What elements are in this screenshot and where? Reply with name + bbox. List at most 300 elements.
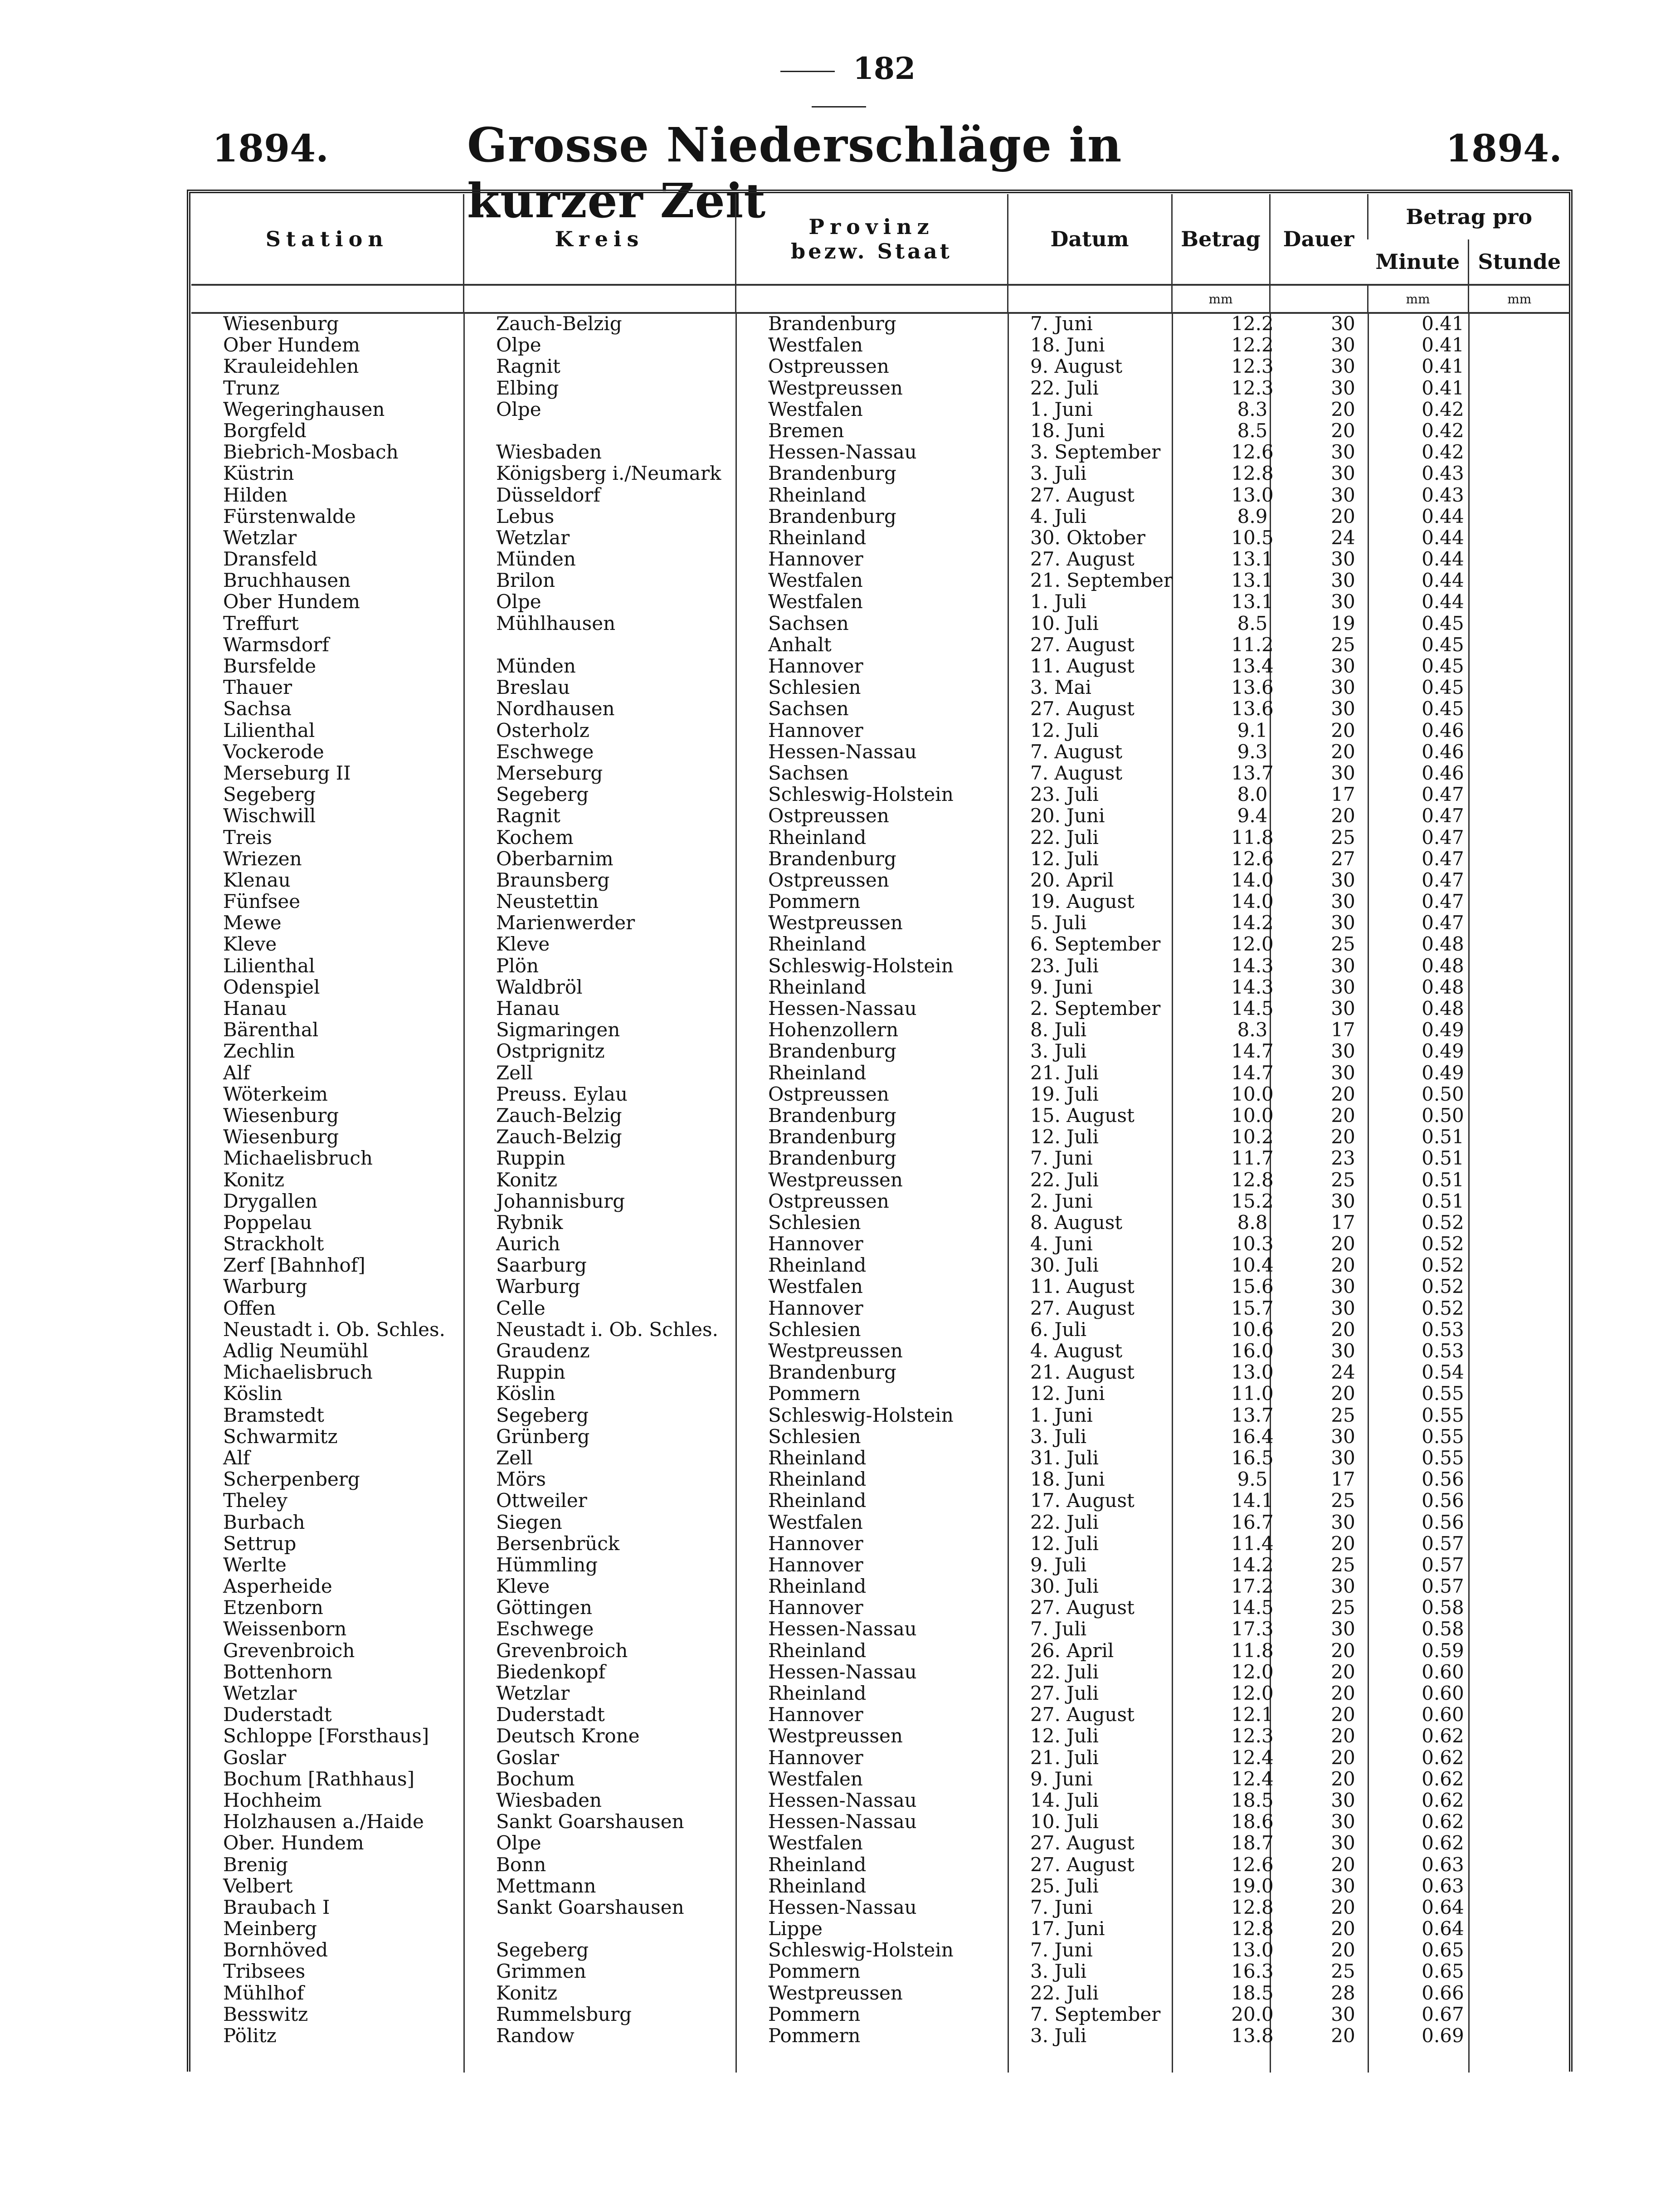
provinz-cell: Westpreussen	[768, 1168, 903, 1191]
datum-cell: 3. Juli	[1030, 1960, 1087, 1983]
kreis-cell: Neustettin	[496, 890, 599, 913]
kreis-cell: Mörs	[496, 1468, 546, 1491]
betrag-cell: 14.3	[1231, 954, 1274, 977]
minute-cell: 0.46	[1422, 719, 1464, 741]
table-row	[191, 655, 1570, 677]
dauer-cell: 24	[1331, 1361, 1355, 1384]
minute-cell: 0.52	[1422, 1297, 1464, 1319]
betrag-cell: 13.0	[1231, 1939, 1274, 1961]
minute-cell: 0.60	[1422, 1703, 1464, 1726]
minute-cell: 0.57	[1422, 1575, 1464, 1598]
dauer-cell: 17	[1331, 783, 1355, 806]
minute-cell: 0.62	[1422, 1810, 1464, 1833]
datum-cell: 11. August	[1030, 1275, 1135, 1298]
betrag-cell: 13.7	[1231, 761, 1274, 784]
datum-cell: 9. Juli	[1030, 1553, 1087, 1576]
betrag-cell: 12.2	[1231, 312, 1274, 335]
station-cell: Etzenborn	[223, 1596, 323, 1619]
kreis-cell: Münden	[496, 655, 576, 677]
station-cell: Michaelisbruch	[223, 1361, 373, 1384]
datum-cell: 27. August	[1030, 483, 1135, 506]
dauer-cell: 25	[1331, 933, 1355, 956]
station-cell: Wöterkeim	[223, 1083, 328, 1105]
dauer-cell: 30	[1331, 569, 1355, 592]
dauer-cell: 30	[1331, 462, 1355, 485]
header-kreis: Kreis	[463, 194, 735, 285]
table-row	[191, 998, 1570, 1019]
datum-cell: 30. Juli	[1030, 1254, 1099, 1277]
station-cell: Settrup	[223, 1532, 297, 1555]
table-row	[191, 1683, 1570, 1704]
station-cell: Trunz	[223, 376, 280, 399]
provinz-cell: Hannover	[768, 1553, 863, 1576]
table-row	[191, 1447, 1570, 1468]
minute-cell: 0.64	[1422, 1896, 1464, 1918]
datum-cell: 27. August	[1030, 633, 1135, 656]
dauer-cell: 20	[1331, 1318, 1355, 1341]
kreis-cell: Brilon	[496, 569, 555, 592]
kreis-cell: Grevenbroich	[496, 1639, 628, 1662]
kreis-cell: Olpe	[496, 334, 541, 356]
table-row	[191, 1554, 1570, 1575]
betrag-cell: 10.3	[1231, 1233, 1274, 1255]
station-cell: Strackholt	[223, 1233, 324, 1255]
dauer-cell: 20	[1331, 1532, 1355, 1555]
provinz-cell: Schlesien	[768, 1425, 861, 1448]
dauer-cell: 30	[1331, 912, 1355, 934]
minute-cell: 0.42	[1422, 419, 1464, 442]
table-row	[191, 827, 1570, 848]
provinz-cell: Brandenburg	[768, 1104, 896, 1127]
kreis-cell: Segeberg	[496, 1939, 589, 1961]
dauer-cell: 20	[1331, 1639, 1355, 1662]
header-datum: Datum	[1008, 194, 1172, 285]
dauer-cell: 20	[1331, 1896, 1355, 1918]
datum-cell: 27. August	[1030, 1832, 1135, 1854]
provinz-cell: Westfalen	[768, 1511, 863, 1533]
table-row	[191, 1276, 1570, 1297]
station-cell: Besswitz	[223, 2003, 308, 2025]
station-cell: Treffurt	[223, 612, 299, 634]
betrag-cell: 16.3	[1231, 1960, 1274, 1983]
minute-cell: 0.49	[1422, 1019, 1464, 1041]
betrag-cell: 16.5	[1231, 1446, 1274, 1469]
minute-cell: 0.41	[1422, 334, 1464, 356]
minute-cell: 0.66	[1422, 1981, 1464, 2004]
table-row	[191, 869, 1570, 891]
datum-cell: 27. August	[1030, 548, 1135, 571]
minute-cell: 0.44	[1422, 505, 1464, 527]
minute-cell: 0.45	[1422, 655, 1464, 677]
betrag-cell: 17.2	[1231, 1575, 1274, 1598]
betrag-cell: 15.7	[1231, 1297, 1274, 1319]
betrag-cell: 8.3	[1237, 1019, 1268, 1041]
provinz-cell: Pommern	[768, 1382, 861, 1405]
dauer-cell: 20	[1331, 1746, 1355, 1769]
table-row	[191, 1233, 1570, 1254]
betrag-cell: 12.1	[1231, 1703, 1274, 1726]
table-row	[191, 1854, 1570, 1875]
station-cell: Dransfeld	[223, 548, 318, 571]
kreis-cell: Goslar	[496, 1746, 559, 1769]
dauer-cell: 30	[1331, 548, 1355, 571]
dauer-cell: 30	[1331, 1297, 1355, 1319]
datum-cell: 18. Juni	[1030, 419, 1105, 442]
dauer-cell: 17	[1331, 1468, 1355, 1491]
table-row	[191, 1062, 1570, 1083]
table-row	[191, 698, 1570, 719]
minute-cell: 0.46	[1422, 740, 1464, 763]
dauer-cell: 20	[1331, 1703, 1355, 1726]
station-cell: Biebrich-Mosbach	[223, 441, 399, 463]
betrag-cell: 12.0	[1231, 1660, 1274, 1683]
station-cell: Goslar	[223, 1746, 286, 1769]
kreis-cell: Mettmann	[496, 1874, 596, 1897]
station-cell: Zerf [Bahnhof]	[223, 1254, 365, 1277]
provinz-cell: Rheinland	[768, 1853, 867, 1876]
station-cell: Bruchhausen	[223, 569, 351, 592]
datum-cell: 8. Juli	[1030, 1019, 1087, 1041]
header-dauer: Dauer	[1270, 194, 1368, 285]
kreis-cell: Konitz	[496, 1981, 558, 2004]
minute-cell: 0.55	[1422, 1446, 1464, 1469]
provinz-cell: Westfalen	[768, 1767, 863, 1790]
table-row	[191, 891, 1570, 912]
betrag-cell: 16.4	[1231, 1425, 1274, 1448]
betrag-cell: 18.5	[1231, 1789, 1274, 1811]
header-stunde: Stunde	[1468, 239, 1570, 285]
year-left: 1894.	[212, 127, 329, 171]
station-cell: Drygallen	[223, 1190, 318, 1212]
betrag-cell: 15.6	[1231, 1275, 1274, 1298]
betrag-cell: 14.0	[1231, 890, 1274, 913]
station-cell: Ober Hundem	[223, 334, 360, 356]
provinz-cell: Hessen-Nassau	[768, 1896, 917, 1918]
betrag-cell: 9.5	[1237, 1468, 1268, 1491]
betrag-cell: 12.4	[1231, 1746, 1274, 1769]
provinz-cell: Hannover	[768, 1703, 863, 1726]
kreis-cell: Olpe	[496, 398, 541, 420]
betrag-cell: 13.4	[1231, 655, 1274, 677]
kreis-cell: Wiesbaden	[496, 441, 602, 463]
provinz-cell: Hannover	[768, 655, 863, 677]
datum-cell: 6. Juli	[1030, 1318, 1087, 1341]
page-number	[726, 51, 952, 122]
datum-cell: 27. August	[1030, 1853, 1135, 1876]
station-cell: Ober Hundem	[223, 590, 360, 613]
station-cell: Bornhöved	[223, 1939, 328, 1961]
station-cell: Werlte	[223, 1553, 287, 1576]
minute-cell: 0.47	[1422, 890, 1464, 913]
minute-cell: 0.49	[1422, 1040, 1464, 1063]
provinz-cell: Rheinland	[768, 1061, 867, 1084]
betrag-cell: 13.1	[1231, 569, 1274, 592]
provinz-cell: Anhalt	[768, 633, 832, 656]
kreis-cell: Johannisburg	[496, 1190, 625, 1212]
unit-minute: mm	[1368, 285, 1468, 313]
dauer-cell: 25	[1331, 1489, 1355, 1512]
betrag-cell: 9.1	[1237, 719, 1268, 741]
provinz-cell: Hannover	[768, 548, 863, 571]
station-cell: Wiesenburg	[223, 1126, 339, 1148]
station-cell: Bärenthal	[223, 1019, 319, 1041]
provinz-cell: Hessen-Nassau	[768, 1789, 917, 1811]
kreis-cell: Zell	[496, 1061, 533, 1084]
betrag-cell: 18.7	[1231, 1832, 1274, 1854]
dauer-cell: 23	[1331, 1147, 1355, 1170]
station-cell: Klenau	[223, 868, 291, 891]
provinz-cell: Sachsen	[768, 612, 849, 634]
dauer-cell: 30	[1331, 890, 1355, 913]
station-cell: Alf	[223, 1446, 250, 1469]
kreis-cell: Konitz	[496, 1168, 558, 1191]
header-station: Station	[191, 194, 463, 285]
betrag-cell: 18.5	[1231, 1981, 1274, 2004]
kreis-cell: Köslin	[496, 1382, 556, 1405]
datum-cell: 27. August	[1030, 1596, 1135, 1619]
kreis-cell: Kochem	[496, 826, 574, 849]
minute-cell: 0.54	[1422, 1361, 1464, 1384]
table-row	[191, 634, 1570, 655]
minute-cell: 0.65	[1422, 1960, 1464, 1983]
table-row	[191, 1832, 1570, 1853]
station-cell: Zechlin	[223, 1040, 295, 1063]
provinz-cell: Brandenburg	[768, 1147, 896, 1170]
minute-cell: 0.67	[1422, 2003, 1464, 2025]
minute-cell: 0.51	[1422, 1190, 1464, 1212]
datum-cell: 30. Oktober	[1030, 526, 1146, 549]
station-cell: Wriezen	[223, 847, 302, 870]
minute-cell: 0.56	[1422, 1489, 1464, 1512]
minute-cell: 0.56	[1422, 1511, 1464, 1533]
minute-cell: 0.55	[1422, 1425, 1464, 1448]
betrag-cell: 13.7	[1231, 1404, 1274, 1426]
table-row	[191, 441, 1570, 463]
kreis-cell: Duderstadt	[496, 1703, 605, 1726]
betrag-cell: 13.6	[1231, 676, 1274, 699]
datum-cell: 7. August	[1030, 740, 1123, 763]
dauer-cell: 30	[1331, 1446, 1355, 1469]
minute-cell: 0.51	[1422, 1168, 1464, 1191]
kreis-cell: Sankt Goarshausen	[496, 1810, 684, 1833]
dauer-cell: 20	[1331, 1104, 1355, 1127]
minute-cell: 0.52	[1422, 1211, 1464, 1234]
dauer-cell: 30	[1331, 1061, 1355, 1084]
betrag-cell: 12.6	[1231, 847, 1274, 870]
dauer-cell: 17	[1331, 1019, 1355, 1041]
header-provinz-line1: Provinz	[808, 215, 935, 239]
provinz-cell: Rheinland	[768, 1682, 867, 1704]
provinz-cell: Schleswig-Holstein	[768, 1939, 954, 1961]
kreis-cell: Olpe	[496, 1832, 541, 1854]
datum-cell: 3. Mai	[1030, 676, 1091, 699]
minute-cell: 0.47	[1422, 868, 1464, 891]
table-row	[191, 399, 1570, 420]
provinz-cell: Schlesien	[768, 1318, 861, 1341]
kreis-cell: Münden	[496, 548, 576, 571]
minute-cell: 0.47	[1422, 783, 1464, 806]
minute-cell: 0.58	[1422, 1596, 1464, 1619]
kreis-cell: Wiesbaden	[496, 1789, 602, 1811]
station-cell: Brenig	[223, 1853, 288, 1876]
minute-cell: 0.47	[1422, 805, 1464, 827]
station-cell: Braubach I	[223, 1896, 330, 1918]
minute-cell: 0.44	[1422, 548, 1464, 571]
kreis-cell: Grünberg	[496, 1425, 590, 1448]
betrag-cell: 12.8	[1231, 462, 1274, 485]
station-cell: Vockerode	[223, 740, 324, 763]
datum-cell: 9. August	[1030, 355, 1123, 378]
minute-cell: 0.42	[1422, 441, 1464, 463]
kreis-cell: Wetzlar	[496, 526, 570, 549]
datum-cell: 4. Juli	[1030, 505, 1087, 527]
datum-cell: 8. August	[1030, 1211, 1123, 1234]
dauer-cell: 28	[1331, 1981, 1355, 2004]
provinz-cell: Brandenburg	[768, 847, 896, 870]
table-row	[191, 1597, 1570, 1618]
kreis-cell: Preuss. Eylau	[496, 1083, 628, 1105]
kreis-cell: Grimmen	[496, 1960, 586, 1983]
kreis-cell: Eschwege	[496, 1618, 594, 1640]
datum-cell: 30. Juli	[1030, 1575, 1099, 1598]
provinz-cell: Rheinland	[768, 1874, 867, 1897]
provinz-cell: Brandenburg	[768, 1040, 896, 1063]
datum-cell: 12. Juli	[1030, 1725, 1099, 1747]
station-cell: Ober. Hundem	[223, 1832, 364, 1854]
minute-cell: 0.59	[1422, 1639, 1464, 1662]
station-cell: Alf	[223, 1061, 250, 1084]
datum-cell: 17. August	[1030, 1489, 1135, 1512]
table-row	[191, 1190, 1570, 1212]
datum-cell: 12. Juli	[1030, 1126, 1099, 1148]
station-cell: Merseburg II	[223, 761, 351, 784]
provinz-cell: Rheinland	[768, 933, 867, 956]
datum-cell: 7. August	[1030, 761, 1123, 784]
betrag-cell: 11.7	[1231, 1147, 1274, 1170]
provinz-cell: Westfalen	[768, 1275, 863, 1298]
table-row	[191, 420, 1570, 441]
datum-cell: 3. Juli	[1030, 1040, 1087, 1063]
datum-cell: 1. Juli	[1030, 590, 1087, 613]
station-cell: Borgfeld	[223, 419, 307, 442]
provinz-cell: Brandenburg	[768, 312, 896, 335]
betrag-cell: 18.6	[1231, 1810, 1274, 1833]
unit-cell-dauer	[1270, 285, 1368, 313]
station-cell: Scherpenberg	[223, 1468, 360, 1491]
kreis-cell: Hümmling	[496, 1553, 598, 1576]
provinz-cell: Rheinland	[768, 1468, 867, 1491]
dauer-cell: 20	[1331, 740, 1355, 763]
station-cell: Schloppe [Forsthaus]	[223, 1725, 429, 1747]
kreis-cell: Bonn	[496, 1853, 546, 1876]
station-cell: Bramstedt	[223, 1404, 324, 1426]
provinz-cell: Schleswig-Holstein	[768, 1404, 954, 1426]
station-cell: Treis	[223, 826, 272, 849]
datum-cell: 12. Juli	[1030, 719, 1099, 741]
betrag-cell: 12.2	[1231, 334, 1274, 356]
kreis-cell: Ragnit	[496, 355, 560, 378]
provinz-cell: Pommern	[768, 2003, 861, 2025]
table-row	[191, 1939, 1570, 1961]
datum-cell: 21. Juli	[1030, 1746, 1099, 1769]
dauer-cell: 30	[1331, 975, 1355, 998]
dauer-cell: 30	[1331, 483, 1355, 506]
station-cell: Holzhausen a./Haide	[223, 1810, 424, 1833]
kreis-cell: Düsseldorf	[496, 483, 600, 506]
datum-cell: 10. Juli	[1030, 612, 1099, 634]
table-row	[191, 1361, 1570, 1383]
unit-betrag: mm	[1172, 285, 1270, 313]
minute-cell: 0.43	[1422, 462, 1464, 485]
minute-cell: 0.50	[1422, 1104, 1464, 1127]
header-betrag-pro: Betrag pro	[1368, 194, 1570, 239]
table-row	[191, 1747, 1570, 1768]
station-cell: Wiesenburg	[223, 312, 339, 335]
station-cell: Köslin	[223, 1382, 283, 1405]
minute-cell: 0.45	[1422, 697, 1464, 720]
minute-cell: 0.45	[1422, 633, 1464, 656]
station-cell: Velbert	[223, 1874, 293, 1897]
kreis-cell: Ottweiler	[496, 1489, 587, 1512]
station-cell: Offen	[223, 1297, 276, 1319]
provinz-cell: Ostpreussen	[768, 805, 889, 827]
provinz-cell: Rheinland	[768, 1575, 867, 1598]
minute-cell: 0.41	[1422, 376, 1464, 399]
betrag-cell: 11.2	[1231, 633, 1274, 656]
kreis-cell: Zauch-Belzig	[496, 1104, 622, 1127]
datum-cell: 27. Juli	[1030, 1682, 1099, 1704]
provinz-cell: Westpreussen	[768, 376, 903, 399]
table-row	[191, 741, 1570, 762]
betrag-cell: 10.6	[1231, 1318, 1274, 1341]
dauer-cell: 30	[1331, 1275, 1355, 1298]
minute-cell: 0.60	[1422, 1682, 1464, 1704]
minute-cell: 0.48	[1422, 933, 1464, 956]
datum-cell: 22. Juli	[1030, 1981, 1099, 2004]
minute-cell: 0.47	[1422, 847, 1464, 870]
datum-cell: 3. Juli	[1030, 1425, 1087, 1448]
datum-cell: 20. Juni	[1030, 805, 1105, 827]
dauer-cell: 17	[1331, 1211, 1355, 1234]
kreis-cell: Merseburg	[496, 761, 603, 784]
betrag-cell: 14.1	[1231, 1489, 1274, 1512]
kreis-cell: Segeberg	[496, 783, 589, 806]
datum-cell: 3. Juli	[1030, 2024, 1087, 2047]
dauer-cell: 30	[1331, 954, 1355, 977]
dauer-cell: 20	[1331, 1682, 1355, 1704]
betrag-cell: 9.3	[1237, 740, 1268, 763]
table-row	[191, 1468, 1570, 1490]
betrag-cell: 12.6	[1231, 441, 1274, 463]
minute-cell: 0.57	[1422, 1553, 1464, 1576]
dauer-cell: 30	[1331, 676, 1355, 699]
provinz-cell: Ostpreussen	[768, 1190, 889, 1212]
dauer-cell: 20	[1331, 1254, 1355, 1277]
datum-cell: 10. Juli	[1030, 1810, 1099, 1833]
provinz-cell: Schleswig-Holstein	[768, 954, 954, 977]
station-cell: Kleve	[223, 933, 277, 956]
provinz-cell: Rheinland	[768, 1446, 867, 1469]
table-row	[191, 356, 1570, 377]
betrag-cell: 11.8	[1231, 826, 1274, 849]
kreis-cell: Ruppin	[496, 1147, 565, 1170]
page-number-dash-left	[780, 71, 835, 72]
station-cell: Küstrin	[223, 462, 294, 485]
table-row	[191, 1982, 1570, 2004]
table-row	[191, 677, 1570, 698]
table-row	[191, 2025, 1570, 2046]
provinz-cell: Rheinland	[768, 1639, 867, 1662]
